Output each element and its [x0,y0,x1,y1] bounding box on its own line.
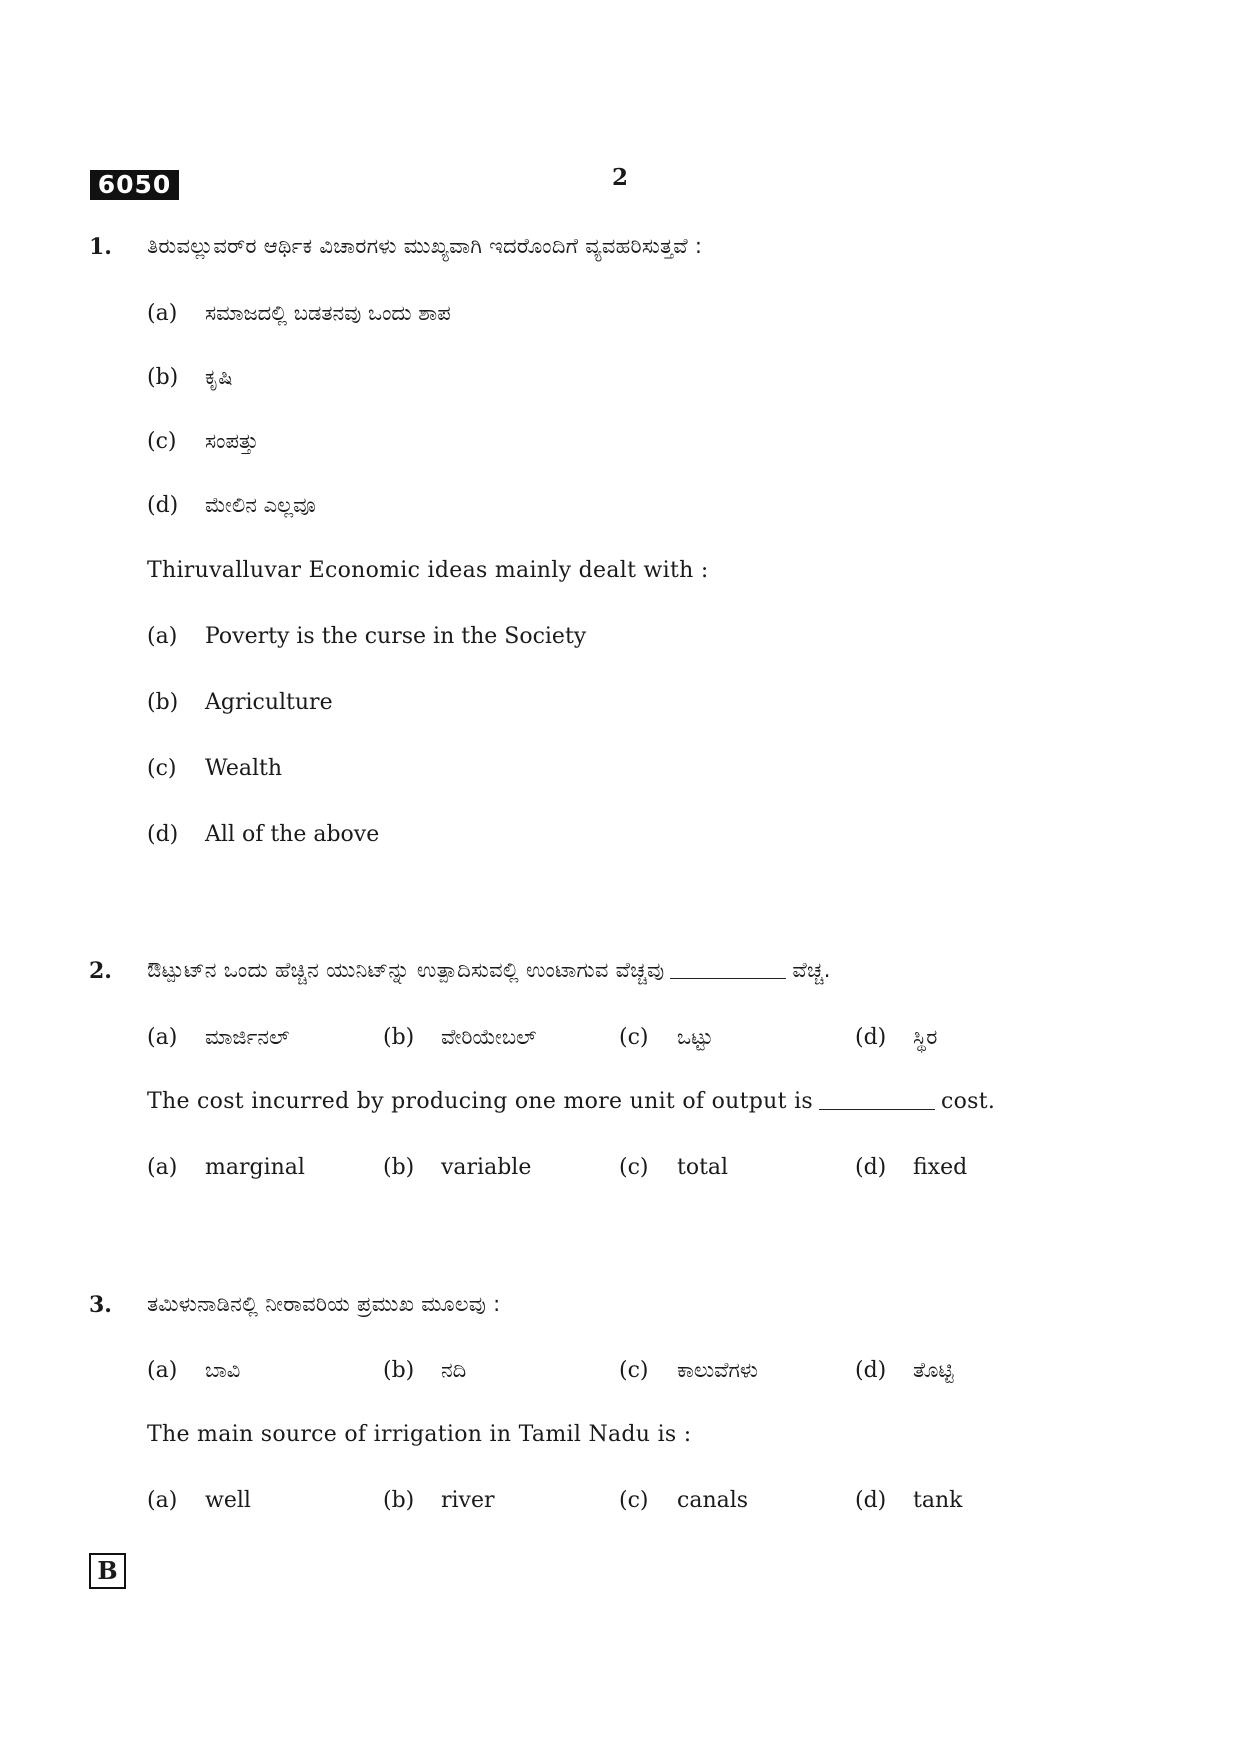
option-label: (b) [383,1358,415,1383]
option-text: well [205,1488,251,1513]
option-text: ಮಾರ್ಜಿನಲ್ [205,1025,290,1049]
option-label: (a) [147,1358,178,1383]
question-1-english-stem: Thiruvalluvar Economic ideas mainly dealt with : [147,558,709,583]
option-label: (a) [147,624,178,649]
page-number: 2 [611,164,628,191]
question-3-english-option-d [855,1488,962,1513]
question-3-english-stem: The main source of irrigation in Tamil Nadu is : [147,1422,692,1447]
fill-blank [819,1109,935,1110]
option-label: (a) [147,1155,178,1180]
option-text: ತೊಟ್ಟಿ [913,1358,954,1382]
option-label: (b) [383,1155,415,1180]
stem-text-after: cost. [941,1089,996,1114]
option-label: (c) [147,756,177,781]
option-text: ಸ್ಥಿರ [913,1025,938,1049]
option-text: Wealth [205,756,282,781]
question-3-kannada-option-d [855,1358,954,1383]
option-label: (d) [147,493,179,518]
series-box: B [89,1553,126,1589]
option-label: (c) [619,1155,649,1180]
question-2-english-option-a [147,1155,305,1180]
question-1-english-option-d [147,822,379,847]
question-1-kannada-option-a [147,301,451,326]
option-text: tank [913,1488,963,1513]
option-text: ಕಾಲುವೆಗಳು [677,1358,758,1382]
question-3-kannada-option-c [619,1358,758,1383]
question-1-kannada-option-b [147,365,233,390]
question-1-kannada-stem: ತಿರುವಲ್ಲುವರ್‌ರ ಆರ್ಥಿಕ ವಿಚಾರಗಳು ಮುಖ್ಯವಾಗಿ ಇದರೊಂದಿಗೆ ವ್ಯವಹರಿಸುತ್ತವೆ : [147,234,703,258]
question-2-kannada-option-d [855,1025,937,1050]
option-text: ಬಾವಿ [205,1358,241,1382]
option-label: (b) [383,1488,415,1513]
stem-text-before: ಔಟ್ಪುಟ್‌ನ ಒಂದು ಹೆಚ್ಚಿನ ಯುನಿಟ್‌ನ್ನು ಉತ್ಪಾದಿಸುವಲ್ಲಿ ಉಂಟಾಗುವ ವೆಚ್ಚವು [147,958,665,982]
question-3-english-option-a [147,1488,251,1513]
option-label: (c) [619,1488,649,1513]
option-label: (a) [147,1025,178,1050]
option-text: ಒಟ್ಟು [677,1025,714,1049]
stem-text-before: The cost incurred by producing one more unit of output is [147,1089,813,1114]
question-1-english-option-b [147,690,333,715]
question-2-kannada-option-b [383,1025,536,1050]
option-text: Agriculture [205,690,333,715]
option-text: ಸಂಪತ್ತು [205,429,259,453]
option-text: ಮೇಲಿನ ಎಲ್ಲವೂ [205,493,316,517]
option-text: fixed [913,1155,968,1180]
question-1-english-option-a [147,624,586,649]
option-label: (d) [147,822,179,847]
option-label: (d) [855,1488,887,1513]
option-text: ವೇರಿಯೇಬಲ್ [441,1025,537,1049]
question-2-number: 2. [89,958,112,984]
option-text: All of the above [205,822,380,847]
question-1-english-option-c [147,756,282,781]
option-label: (c) [619,1025,649,1050]
option-label: (c) [147,429,177,454]
question-3-kannada-stem: ತಮಿಳುನಾಡಿನಲ್ಲಿ ನೀರಾವರಿಯ ಪ್ರಮುಖ ಮೂಲವು : [147,1292,501,1316]
option-label: (a) [147,301,178,326]
question-2-kannada-option-c [619,1025,713,1050]
question-2-english-stem [147,1089,995,1114]
question-3-number: 3. [89,1292,112,1318]
question-2-english-option-c [619,1155,728,1180]
option-text: marginal [205,1155,305,1180]
fill-blank [670,978,786,979]
paper-code: 6050 [90,170,179,200]
option-label: (d) [855,1358,887,1383]
question-2-english-option-d [855,1155,967,1180]
option-label: (b) [147,690,179,715]
question-3-kannada-option-b [383,1358,466,1383]
option-label: (d) [855,1155,887,1180]
question-2-kannada-option-a [147,1025,289,1050]
option-label: (b) [147,365,179,390]
option-label: (d) [855,1025,887,1050]
question-2-kannada-stem [147,958,831,983]
question-1-kannada-option-c [147,429,259,454]
option-text: ಕೃಷಿ [205,365,233,389]
question-3-kannada-option-a [147,1358,240,1383]
option-label: (b) [383,1025,415,1050]
option-label: (a) [147,1488,178,1513]
option-text: variable [441,1155,532,1180]
option-text: total [677,1155,729,1180]
question-1-kannada-option-d [147,493,316,518]
stem-text-after: ವೆಚ್ಚ. [792,958,831,982]
question-3-english-option-c [619,1488,748,1513]
option-text: river [441,1488,495,1513]
option-text: canals [677,1488,749,1513]
option-text: Poverty is the curse in the Society [205,624,587,649]
option-label: (c) [619,1358,649,1383]
option-text: ಸಮಾಜದಲ್ಲಿ ಬಡತನವು ಒಂದು ಶಾಪ [205,301,451,325]
question-3-english-option-b [383,1488,495,1513]
option-text: ನದಿ [441,1358,467,1382]
question-1-number: 1. [89,234,112,260]
question-2-english-option-b [383,1155,531,1180]
